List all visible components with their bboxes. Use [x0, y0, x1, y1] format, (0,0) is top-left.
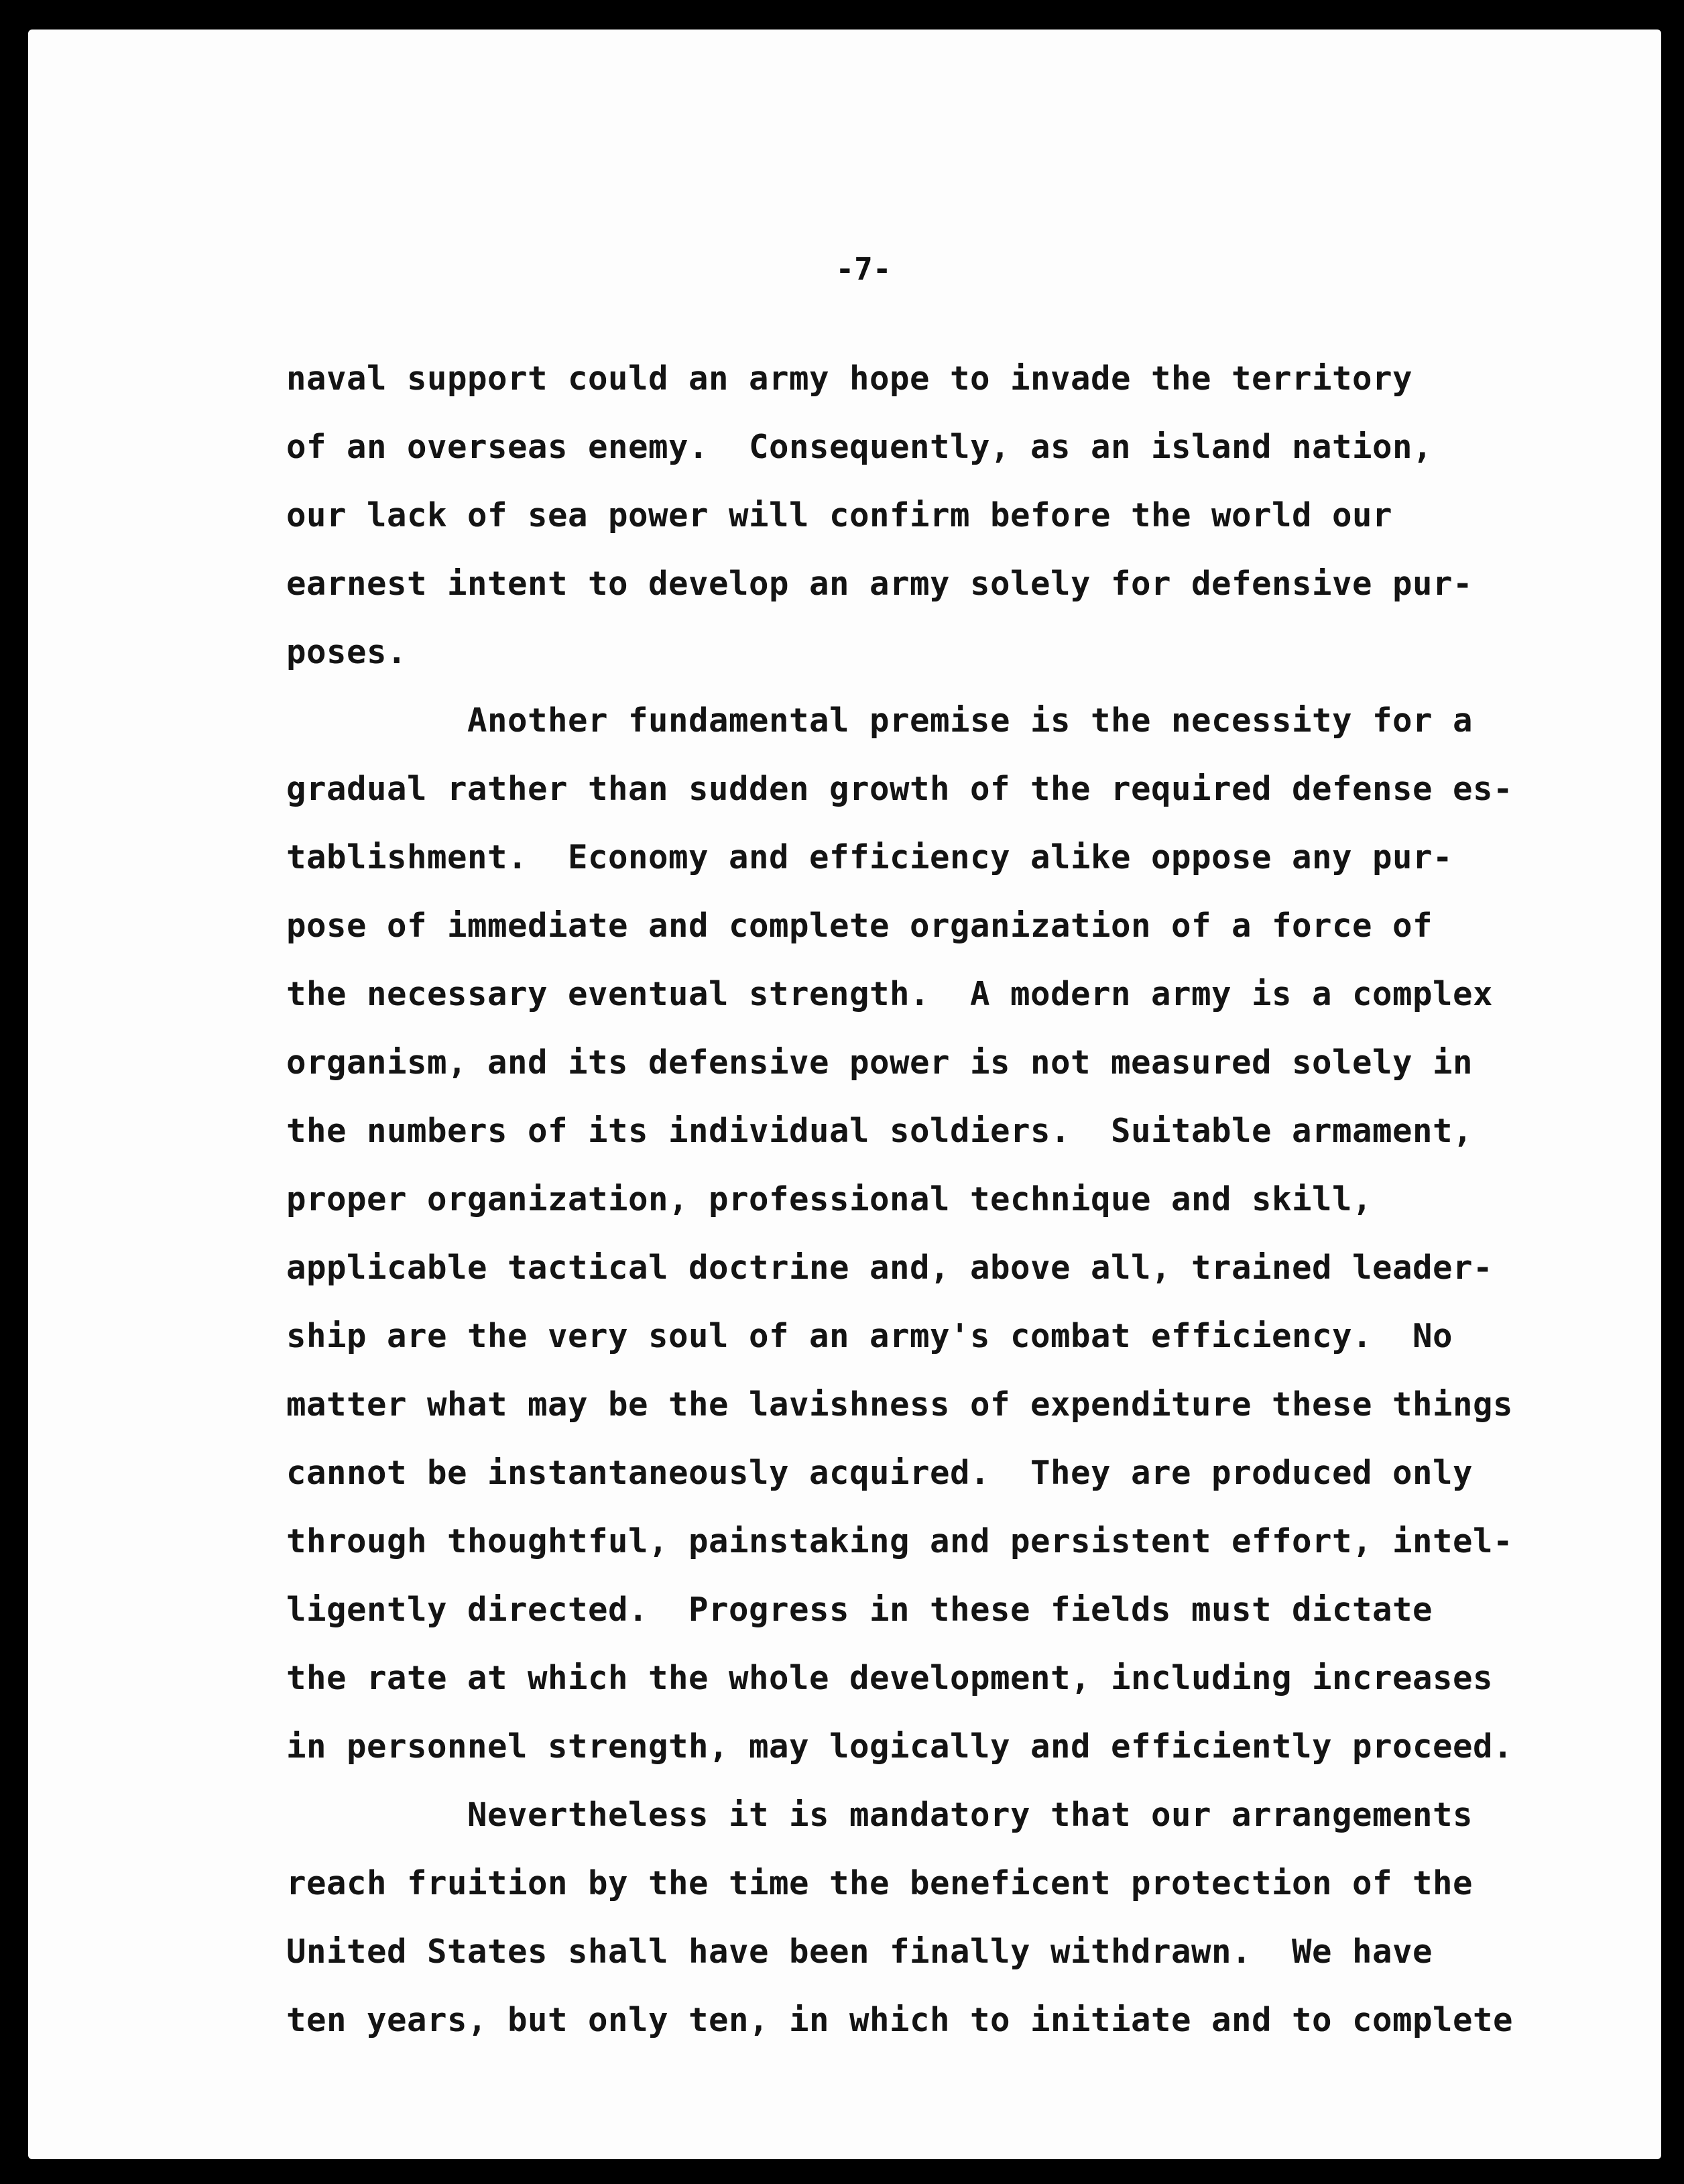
text-line: organism, and its defensive power is not measured solely in [286, 1043, 1474, 1082]
text-line: matter what may be the lavishness of expenditure these things [286, 1385, 1514, 1424]
text-line: reach fruition by the time the beneficent protection of the [286, 1864, 1474, 1902]
text-line: Nevertheless it is mandatory that our arrangements [286, 1796, 1474, 1834]
text-line: our lack of sea power will confirm before the world our [286, 496, 1393, 534]
text-line: ten years, but only ten, in which to initiate and to complete [286, 2001, 1514, 2039]
text-line: in personnel strength, may logically and efficiently proceed. [286, 1727, 1514, 1766]
text-line: earnest intent to develop an army solely for defensive pur- [286, 565, 1474, 603]
text-line: United States shall have been finally withdrawn. We have [286, 1933, 1433, 1971]
text-line: ligently directed. Progress in these fields must dictate [286, 1591, 1433, 1629]
text-line: proper organization, professional technique and skill, [286, 1180, 1373, 1218]
text-line: Another fundamental premise is the necessity for a [286, 701, 1474, 740]
text-line: ship are the very soul of an army's combat efficiency. No [286, 1317, 1453, 1355]
text-line: the necessary eventual strength. A modern army is a complex [286, 975, 1494, 1013]
text-line: pose of immediate and complete organization of a force of [286, 907, 1433, 945]
text-line: the numbers of its individual soldiers. Suitable armament, [286, 1112, 1474, 1150]
text-line: applicable tactical doctrine and, above all, trained leader- [286, 1249, 1494, 1287]
text-line: through thoughtful, painstaking and persistent effort, intel- [286, 1522, 1514, 1560]
text-line: poses. [286, 633, 408, 671]
page-number: -7- [835, 251, 892, 287]
text-line: cannot be instantaneously acquired. They are produced only [286, 1454, 1474, 1492]
text-line: naval support could an army hope to invade the territory [286, 359, 1413, 398]
text-line: tablishment. Economy and efficiency alike oppose any pur- [286, 838, 1453, 876]
document-page [28, 30, 1661, 2159]
text-line: of an overseas enemy. Consequently, as an island nation, [286, 428, 1433, 466]
text-line: the rate at which the whole development, including increases [286, 1659, 1494, 1697]
text-line: gradual rather than sudden growth of the required defense es- [286, 770, 1514, 808]
